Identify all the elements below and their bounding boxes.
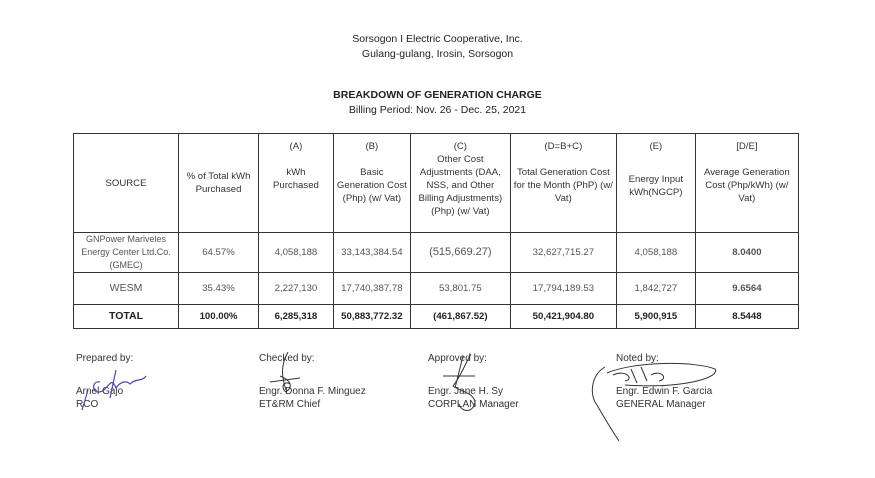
billing-period: Billing Period: Nov. 26 - Dec. 25, 2021 — [348, 104, 527, 116]
cell-energy-input: 5,900,915 — [616, 305, 695, 329]
document-title: BREAKDOWN OF GENERATION CHARGE — [333, 89, 542, 101]
cell-average-cost: 8.5448 — [695, 305, 798, 329]
cell-source: GNPower Mariveles Energy Center Ltd.Co. (GMEC) — [74, 233, 179, 273]
cell-basic-cost: 17,740,387.78 — [333, 273, 410, 305]
cell-kwh: 6,285,318 — [259, 305, 334, 329]
table-row — [74, 273, 799, 305]
cell-adjustments: (461,867.52) — [410, 305, 510, 329]
col-total-cost: (D=B+C) Total Generation Cost for the Month (PhP) (w/ Vat) — [510, 134, 616, 233]
cell-percent: 35.43% — [179, 273, 259, 305]
generation-charge-table — [73, 133, 799, 329]
cell-kwh: 2,227,130 — [259, 273, 334, 305]
signature-gajo — [70, 360, 160, 420]
signature-sy — [425, 352, 495, 417]
cell-percent: 64.57% — [179, 233, 259, 273]
col-basic-cost: (B) Basic Generation Cost (Php) (w/ Vat) — [333, 134, 410, 233]
cell-basic-cost: 50,883,772.32 — [333, 305, 410, 329]
header-row — [74, 134, 799, 233]
col-source: SOURCE — [74, 134, 179, 233]
signature-minguez — [260, 350, 320, 400]
cell-average-cost: 8.0400 — [695, 233, 798, 273]
cell-average-cost: 9.6564 — [695, 273, 798, 305]
col-percent: % of Total kWh Purchased — [179, 134, 259, 233]
signatory-prepared: Prepared by: Arnel Gajo RCO — [76, 353, 134, 410]
cell-source: TOTAL — [74, 305, 179, 329]
cell-total-cost: 32,627,715.27 — [510, 233, 616, 273]
org-address: Gulang-gulang, Irosin, Sorsogon — [361, 48, 514, 60]
cell-total-cost: 17,794,189.53 — [510, 273, 616, 305]
table-row — [74, 233, 799, 273]
col-energy-input: (E) Energy Input kWh(NGCP) — [616, 134, 695, 233]
col-kwh: (A) kWh Purchased — [259, 134, 334, 233]
cell-total-cost: 50,421,904.80 — [510, 305, 616, 329]
signature-garcia — [585, 355, 725, 445]
cell-percent: 100.00% — [179, 305, 259, 329]
col-other-adjustments: (C) Other Cost Adjustments (DAA, NSS, and Other Billing Adjustments) (Php) (w/ Vat) — [410, 134, 510, 233]
signatory-noted: Noted by: Engr. Edwin F. Garcia GENERAL Manager — [616, 353, 713, 410]
col-average-cost: [D/E] Average Generation Cost (Php/kWh) (w/ Vat) — [695, 134, 798, 233]
cell-source: WESM — [74, 273, 179, 305]
cell-energy-input: 1,842,727 — [616, 273, 695, 305]
cell-energy-input: 4,058,188 — [616, 233, 695, 273]
total-row — [74, 305, 799, 329]
org-name: Sorsogon I Electric Cooperative, Inc. — [352, 33, 523, 45]
cell-basic-cost: 33,143,384.54 — [333, 233, 410, 273]
cell-adjustments: (515,669.27) — [410, 233, 510, 273]
cell-adjustments: 53,801.75 — [410, 273, 510, 305]
signatory-approved: Approved by: Engr. Jane H. Sy CORPLAN Manager — [428, 353, 519, 410]
signatory-checked: Checked by: Engr. Donna F. Minguez ET&RM Chief — [259, 353, 366, 410]
cell-kwh: 4,058,188 — [259, 233, 334, 273]
